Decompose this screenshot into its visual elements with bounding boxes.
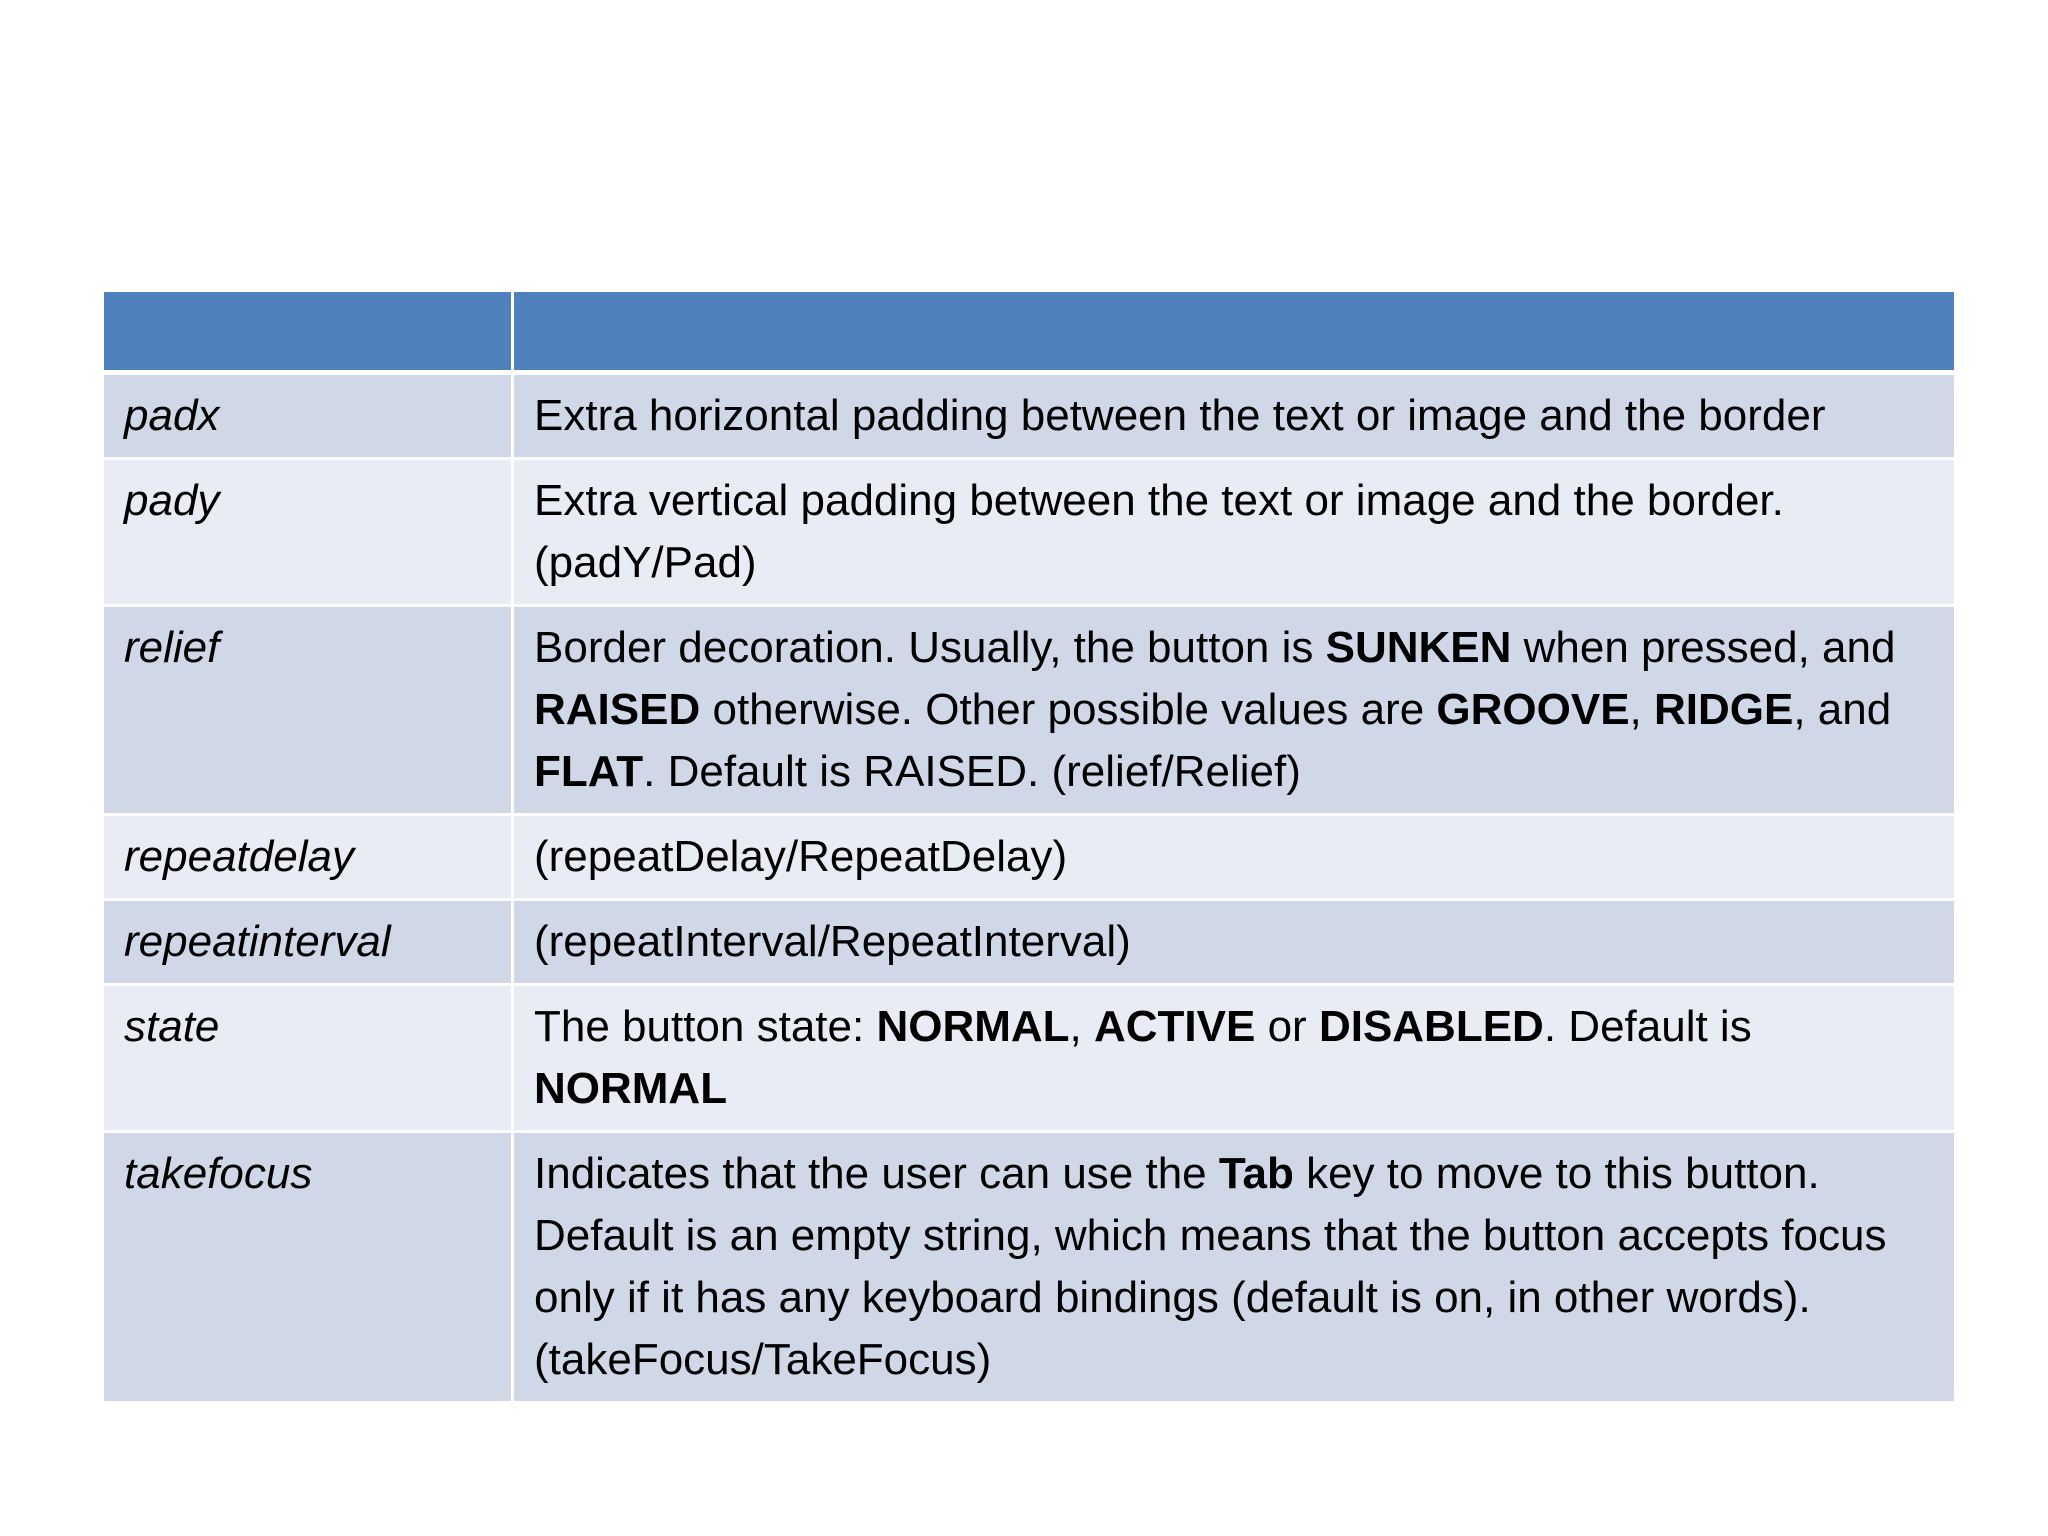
description-text: Extra horizontal padding between the text or image and the border bbox=[534, 391, 1826, 440]
description-text: or bbox=[1255, 1002, 1319, 1051]
description-text: otherwise. Other possible values are bbox=[700, 685, 1437, 734]
option-name: padx bbox=[104, 375, 514, 460]
option-name: relief bbox=[104, 607, 514, 816]
option-description bbox=[514, 816, 1954, 901]
option-description bbox=[514, 460, 1954, 607]
description-text: when pressed, and bbox=[1511, 623, 1908, 672]
option-description bbox=[514, 375, 1954, 460]
keyword-text: NORMAL bbox=[876, 1002, 1070, 1051]
description-text: . Default is bbox=[1543, 1002, 1764, 1051]
table-row bbox=[104, 375, 1954, 460]
keyword-text: RAISED bbox=[534, 685, 701, 734]
option-name: pady bbox=[104, 460, 514, 607]
keyword-text: SUNKEN bbox=[1325, 623, 1512, 672]
table-header-row bbox=[104, 292, 1954, 375]
description-text: (repeatDelay/RepeatDelay) bbox=[534, 832, 1068, 881]
keyword-text: Tab bbox=[1218, 1149, 1294, 1198]
description-text: key to move to this button. Default is an empty string, which means that the button accepts focus only if it has any keyboard bindings (default is on, in other words). (takeFocus/TakeFocus) bbox=[534, 1149, 1899, 1384]
option-name: repeatinterval bbox=[104, 901, 514, 986]
option-name: takefocus bbox=[104, 1133, 514, 1404]
keyword-text: RIDGE bbox=[1654, 685, 1794, 734]
keyword-text: DISABLED bbox=[1318, 1002, 1544, 1051]
keyword-text: GROOVE bbox=[1436, 685, 1630, 734]
option-name: repeatdelay bbox=[104, 816, 514, 901]
table-row bbox=[104, 607, 1954, 816]
option-description bbox=[514, 986, 1954, 1133]
description-text: The button state: bbox=[534, 1002, 877, 1051]
description-text: Border decoration. Usually, the button is bbox=[534, 623, 1326, 672]
description-text: (repeatInterval/RepeatInterval) bbox=[534, 917, 1131, 966]
option-table bbox=[104, 292, 1954, 1404]
header-cell-description bbox=[514, 292, 1954, 375]
table-row bbox=[104, 1133, 1954, 1404]
table-row bbox=[104, 901, 1954, 986]
keyword-text: FLAT bbox=[534, 747, 644, 796]
table-row bbox=[104, 986, 1954, 1133]
description-text: Indicates that the user can use the bbox=[534, 1149, 1219, 1198]
table-row bbox=[104, 460, 1954, 607]
option-description bbox=[514, 901, 1954, 986]
keyword-text: ACTIVE bbox=[1094, 1002, 1256, 1051]
option-name: state bbox=[104, 986, 514, 1133]
table-row bbox=[104, 816, 1954, 901]
option-description bbox=[514, 1133, 1954, 1404]
table-body bbox=[104, 375, 1954, 1404]
keyword-text: NORMAL bbox=[534, 1064, 728, 1113]
description-text: Extra vertical padding between the text or image and the border. (padY/Pad) bbox=[534, 476, 1797, 587]
description-text: , bbox=[1069, 1002, 1094, 1051]
description-text: , and bbox=[1793, 685, 1904, 734]
description-text: , bbox=[1629, 685, 1654, 734]
option-description bbox=[514, 607, 1954, 816]
description-text: . Default is RAISED. (relief/Relief) bbox=[643, 747, 1301, 796]
header-cell-option bbox=[104, 292, 514, 375]
